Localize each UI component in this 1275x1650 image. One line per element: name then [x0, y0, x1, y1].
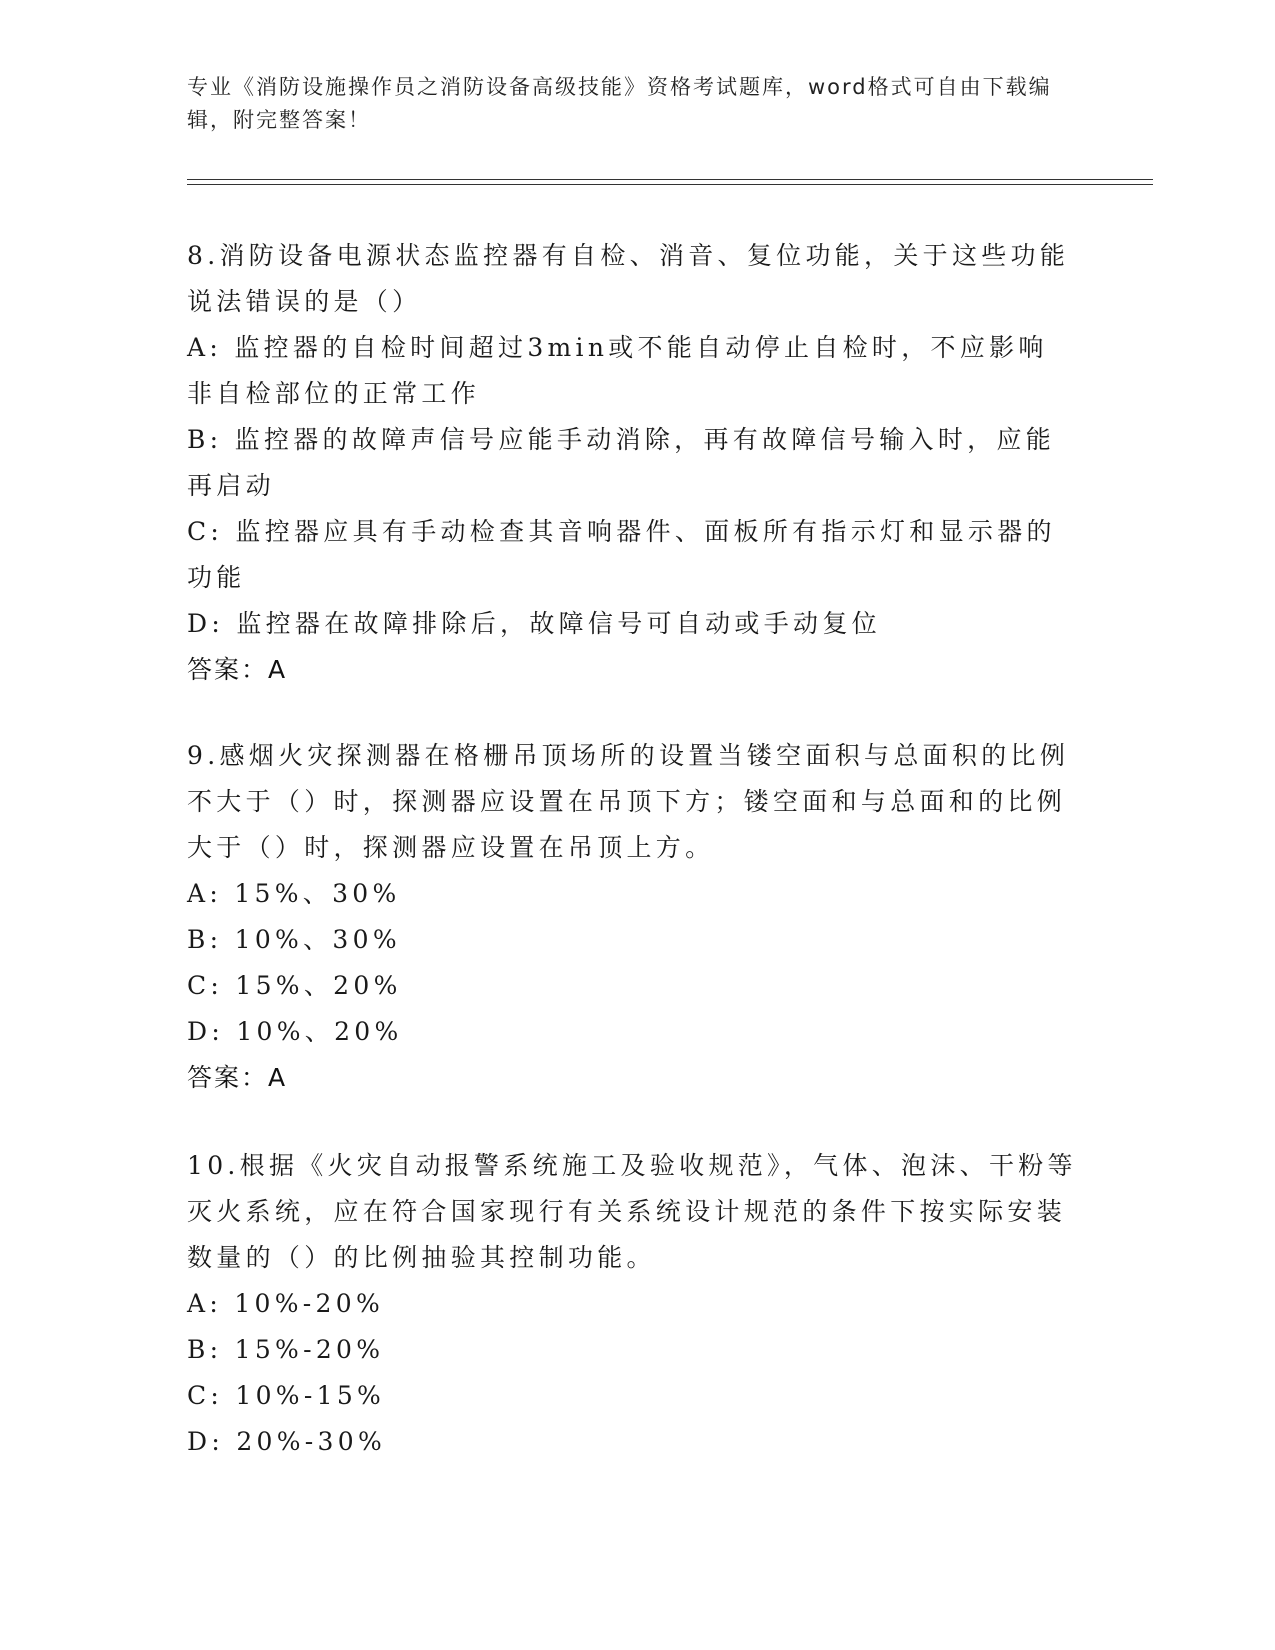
- answer: 答案：A: [187, 1063, 288, 1092]
- option-b: B: 15%-20%: [187, 1335, 385, 1364]
- option-a: A: 10%-20%: [187, 1289, 385, 1318]
- header-divider-top: [187, 179, 1153, 180]
- option-b: B: 10%、30%: [187, 925, 401, 954]
- option-d: D: 10%、20%: [187, 1017, 403, 1046]
- question-stem: 10.根据《火灾自动报警系统施工及验收规范》，气体、泡沫、干粉等灭火系统，应在符合国家现行有关系统设计规范的条件下按实际安装数量的（）的比例抽验其控制功能。: [187, 1151, 1077, 1272]
- question-stem: 9.感烟火灾探测器在格栅吊顶场所的设置当镂空面积与总面积的比例不大于（）时，探测器应设置在吊顶下方；镂空面和与总面和的比例大于（）时，探测器应设置在吊顶上方。: [187, 741, 1070, 862]
- document-header: 专业《消防设施操作员之消防设备高级技能》资格考试题库，word格式可自由下载编辑，附完整答案！: [187, 75, 1052, 132]
- option-c: C: 10%-15%: [187, 1381, 386, 1410]
- question-9: [187, 733, 1077, 1101]
- option-d: D: 20%-30%: [187, 1427, 386, 1456]
- option-d: D: 监控器在故障排除后，故障信号可自动或手动复位: [187, 609, 881, 638]
- option-c: C: 监控器应具有手动检查其音响器件、面板所有指示灯和显示器的功能: [187, 517, 1056, 592]
- question-8: [187, 233, 1077, 693]
- question-10: [187, 1143, 1077, 1465]
- option-c: C: 15%、20%: [187, 971, 402, 1000]
- answer: 答案：A: [187, 655, 288, 684]
- header-divider-bottom: [187, 184, 1153, 185]
- option-a: A: 监控器的自检时间超过3min或不能自动停止自检时，不应影响非自检部位的正常工作: [187, 333, 1048, 408]
- option-a: A: 15%、30%: [187, 879, 401, 908]
- option-b: B: 监控器的故障声信号应能手动消除，再有故障信号输入时，应能再启动: [187, 425, 1056, 500]
- question-stem: 8.消防设备电源状态监控器有自检、消音、复位功能，关于这些功能说法错误的是（）: [187, 241, 1070, 316]
